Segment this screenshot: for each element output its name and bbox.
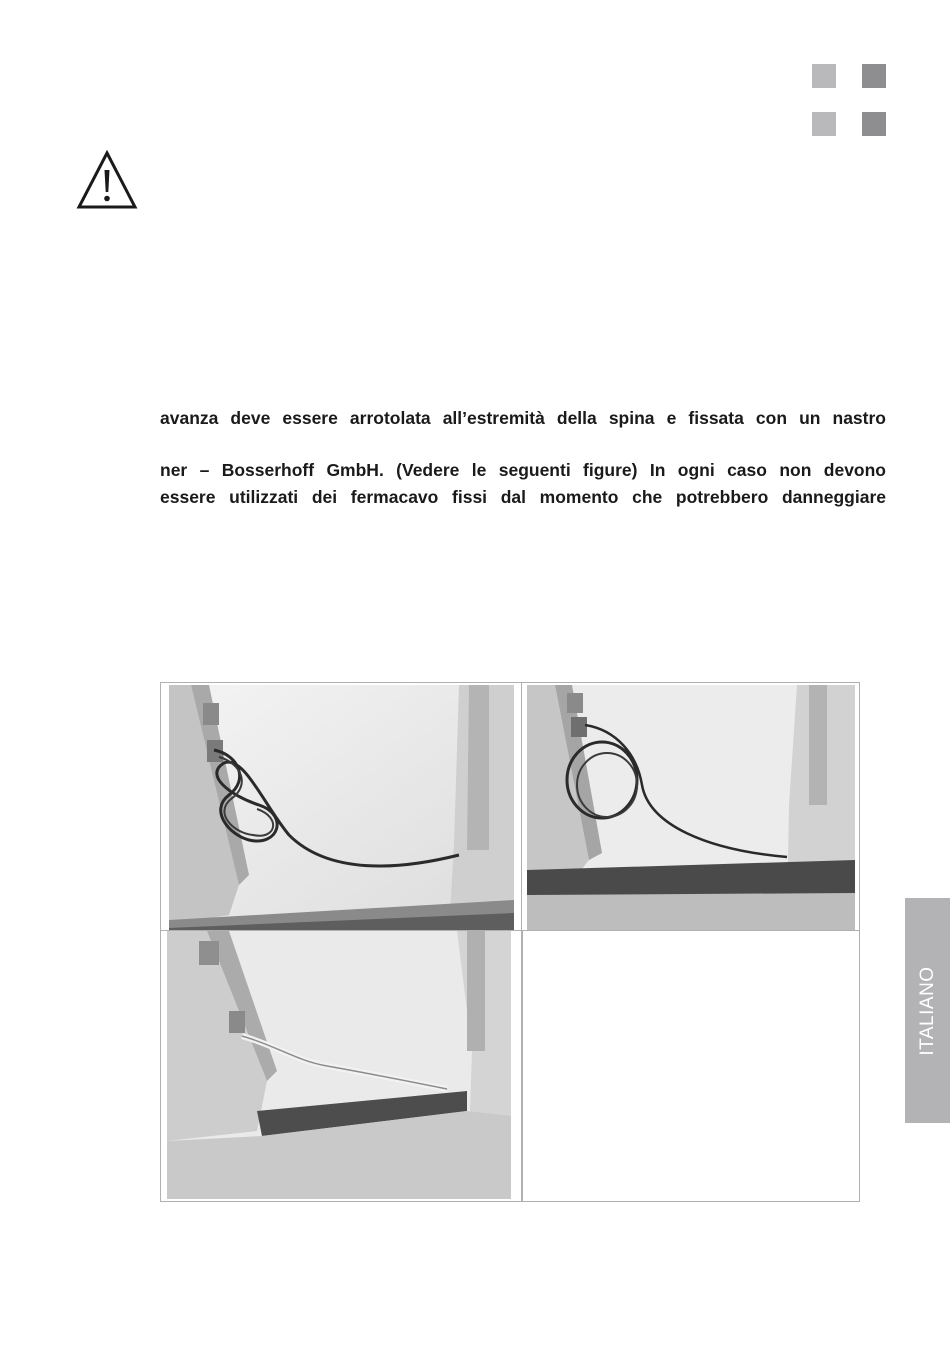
square-light-bottom	[812, 112, 836, 136]
warning-icon	[76, 150, 138, 210]
corner-squares-decoration	[812, 64, 888, 138]
paragraph-line-1: avanza deve essere arrotolata all’estremità della spina e fissata con un nastro	[160, 408, 886, 428]
photo-grid	[160, 682, 860, 1202]
paragraph-line-2: ner – Bosserhoff GmbH. (Vedere le seguenti figure) In ogni caso non devono	[160, 460, 886, 480]
photo-cable-taped	[167, 931, 511, 1199]
square-dark-top	[862, 64, 886, 88]
square-light-top	[812, 64, 836, 88]
language-tab-label: ITALIANO	[916, 965, 938, 1056]
photo-cable-figure-eight	[169, 685, 514, 930]
photo-empty-cell	[522, 931, 860, 1201]
photo-cable-loop	[527, 685, 855, 930]
paragraph-line-3: essere utilizzati dei fermacavo fissi dal momento che potrebbero danneggiare	[160, 487, 886, 507]
language-tab	[905, 898, 950, 1123]
square-dark-bottom	[862, 112, 886, 136]
